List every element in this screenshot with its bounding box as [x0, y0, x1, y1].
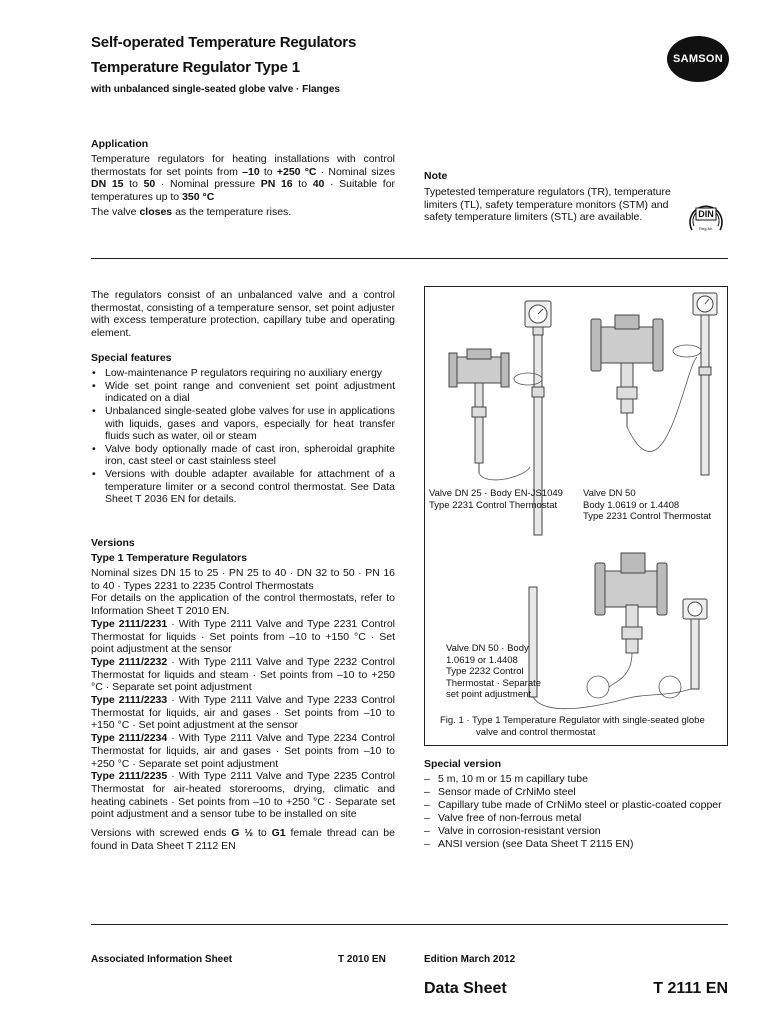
list-item: – Valve free of non-ferrous metal — [424, 812, 728, 824]
version-item: Type 2111/2234 · With Type 2111 Valve and Type 2234 Control Thermostat for liquids, air and gases · Set points from –10 to +250 °C · Separate set point adjustment — [91, 732, 395, 770]
document-number: T 2111 EN — [653, 980, 728, 997]
divider-bottom — [91, 924, 728, 925]
application-text: Temperature regulators for heating installations with control thermostats for set points from –10 to +250 °C · Nominal sizes DN 15 to 50 · Nominal pressure PN 16 to 40 · Suitable for temperatures up to 350 °C The valve closes as the temperature rises. — [91, 153, 396, 218]
special-version-list — [424, 773, 728, 850]
associated-sheet-label: Associated Information Sheet — [91, 954, 233, 965]
version-item: Type 2111/2232 · With Type 2111 Valve and Type 2232 Control Thermostat for liquids and steam · Set points from –10 to +250 °C · Separate set point adjustment — [91, 655, 395, 694]
version-item: Type 2111/2235 · With Type 2111 Valve and Type 2235 Control Thermostat for air-heated storerooms, drying, climatic and heating cabinets · Set points from –10 to +250 °C · Separate set point adjustment and a sensor tube to be installed on site — [91, 770, 395, 821]
samson-logo: SAMSON — [667, 36, 729, 82]
figure-caption-3: Valve DN 50 · Body 1.0619 or 1.4408 Type 2232 Control Thermostat · Separate set point adjustment — [446, 643, 542, 700]
list-item: • Versions with double adapter available for attachment of a temperature limiter or a second control thermostat. See Data Sheet T 2036 EN for details. — [91, 468, 395, 505]
list-item: – Sensor made of CrNiMo steel — [424, 786, 728, 798]
versions-text: Nominal sizes DN 15 to 25 · PN 25 to 40 · DN 32 to 50 · PN 16 to 40 · Types 2231 to 2235 Control Thermostats For details on the application of the control thermostats, refer to Information Sheet T 2010 EN. Type 2111/2231 · With Type 2111 Valve and Type 2231 Control Thermostat for liquids · Set points from –10 to +150 °C · Set point adjustment at the sensor Type 2111/2232 · With Type 2111 Valve and Type 2232 Control Thermostat for liquids and steam · Set points from –10 to +250 °C · Separate set point adjustment Type 2111/2233 · With Type 2111 Valve and Type 2233 Control Thermostat for liquids, air and gases · Set points from –10 to +150 °C · Set point adjustment at the sensor Type 2111/2234 · With Type 2111 Valve and Type 2234 Control Thermostat for liquids, air and gases · Set points from –10 to +250 °C · Separate set point adjustment Type 2111/2235 · With Type 2111 Valve and Type 2235 Control Thermostat for air-heated storerooms, drying, climatic and heating cabinets · Set points from –10 to +250 °C · Separate set point adjustment and a sensor tube to be installed on site Versions with screwed ends G ½ to G1 female thread can be found in Data Sheet T 2112 EN — [91, 567, 395, 852]
page-title: Self-operated Temperature Regulators — [91, 34, 357, 51]
note-heading: Note — [424, 170, 448, 182]
special-features-heading: Special features — [91, 352, 172, 364]
figure-box — [424, 286, 728, 746]
versions-heading: Versions — [91, 537, 135, 549]
screwed-ends-note: Versions with screwed ends G ½ to G1 female thread can be found in Data Sheet T 2112 EN — [91, 827, 395, 852]
list-item: – ANSI version (see Data Sheet T 2115 EN) — [424, 838, 728, 850]
data-sheet-label: Data Sheet — [424, 980, 507, 997]
divider-top — [91, 258, 728, 259]
special-features-list — [91, 367, 395, 506]
list-item: • Wide set point range and convenient set point adjustment indicated on a dial — [91, 380, 395, 405]
versions-subheading: Type 1 Temperature Regulators — [91, 552, 247, 564]
figure-caption-1: Valve DN 25 · Body EN-JS1049 Type 2231 Control Thermostat — [429, 488, 563, 511]
list-item: – Capillary tube made of CrNiMo steel or plastic-coated copper — [424, 799, 728, 811]
edition: Edition March 2012 — [424, 954, 516, 965]
page-subtitle: Temperature Regulator Type 1 — [91, 59, 300, 76]
special-version-heading: Special version — [424, 758, 502, 770]
application-heading: Application — [91, 138, 149, 150]
note-text: Typetested temperature regulators (TR), temperature limiters (TL), safety temperature monitors (STM) and safety temperature limiters (STL) are available. — [424, 186, 671, 224]
din-label: DIN — [698, 209, 714, 219]
version-item: Type 2111/2231 · With Type 2111 Valve and Type 2231 Control Thermostat for liquids · Set points from –10 to +150 °C · Set point adjustment at the sensor — [91, 617, 395, 656]
list-item: – Valve in corrosion-resistant version — [424, 825, 728, 837]
intro-text: The regulators consist of an unbalanced valve and a control thermostat, consisting of a temperature sensor, set point adjuster with excess temperature protection, capillary tube and operating element. — [91, 289, 395, 340]
list-item: • Unbalanced single-seated globe valves for use in applications with liquids, gases and vapors, especially for heat transfer fluids such as water, oil or steam — [91, 405, 395, 442]
din-reg: Reg-Nr. — [699, 226, 713, 231]
page-tagline: with unbalanced single-seated globe valve · Flanges — [91, 84, 340, 95]
list-item: – 5 m, 10 m or 15 m capillary tube — [424, 773, 728, 785]
associated-sheet-number: T 2010 EN — [338, 954, 386, 965]
figure-caption-2: Valve DN 50 Body 1.0619 or 1.4408 Type 2231 Control Thermostat — [583, 488, 712, 522]
list-item: • Low-maintenance P regulators requiring no auxiliary energy — [91, 367, 395, 379]
din-mark-icon — [684, 196, 728, 236]
version-item: Type 2111/2233 · With Type 2111 Valve and Type 2233 Control Thermostat for liquids, air and gases · Set points from –10 to +150 °C · Set point adjustment at the sensor — [91, 694, 395, 732]
figure-caption-main: Fig. 1 · Type 1 Temperature Regulator with single-seated globe valve and control thermostat — [440, 715, 705, 738]
list-item: • Valve body optionally made of cast iron, spheroidal graphite iron, cast steel or cast stainless steel — [91, 443, 395, 468]
